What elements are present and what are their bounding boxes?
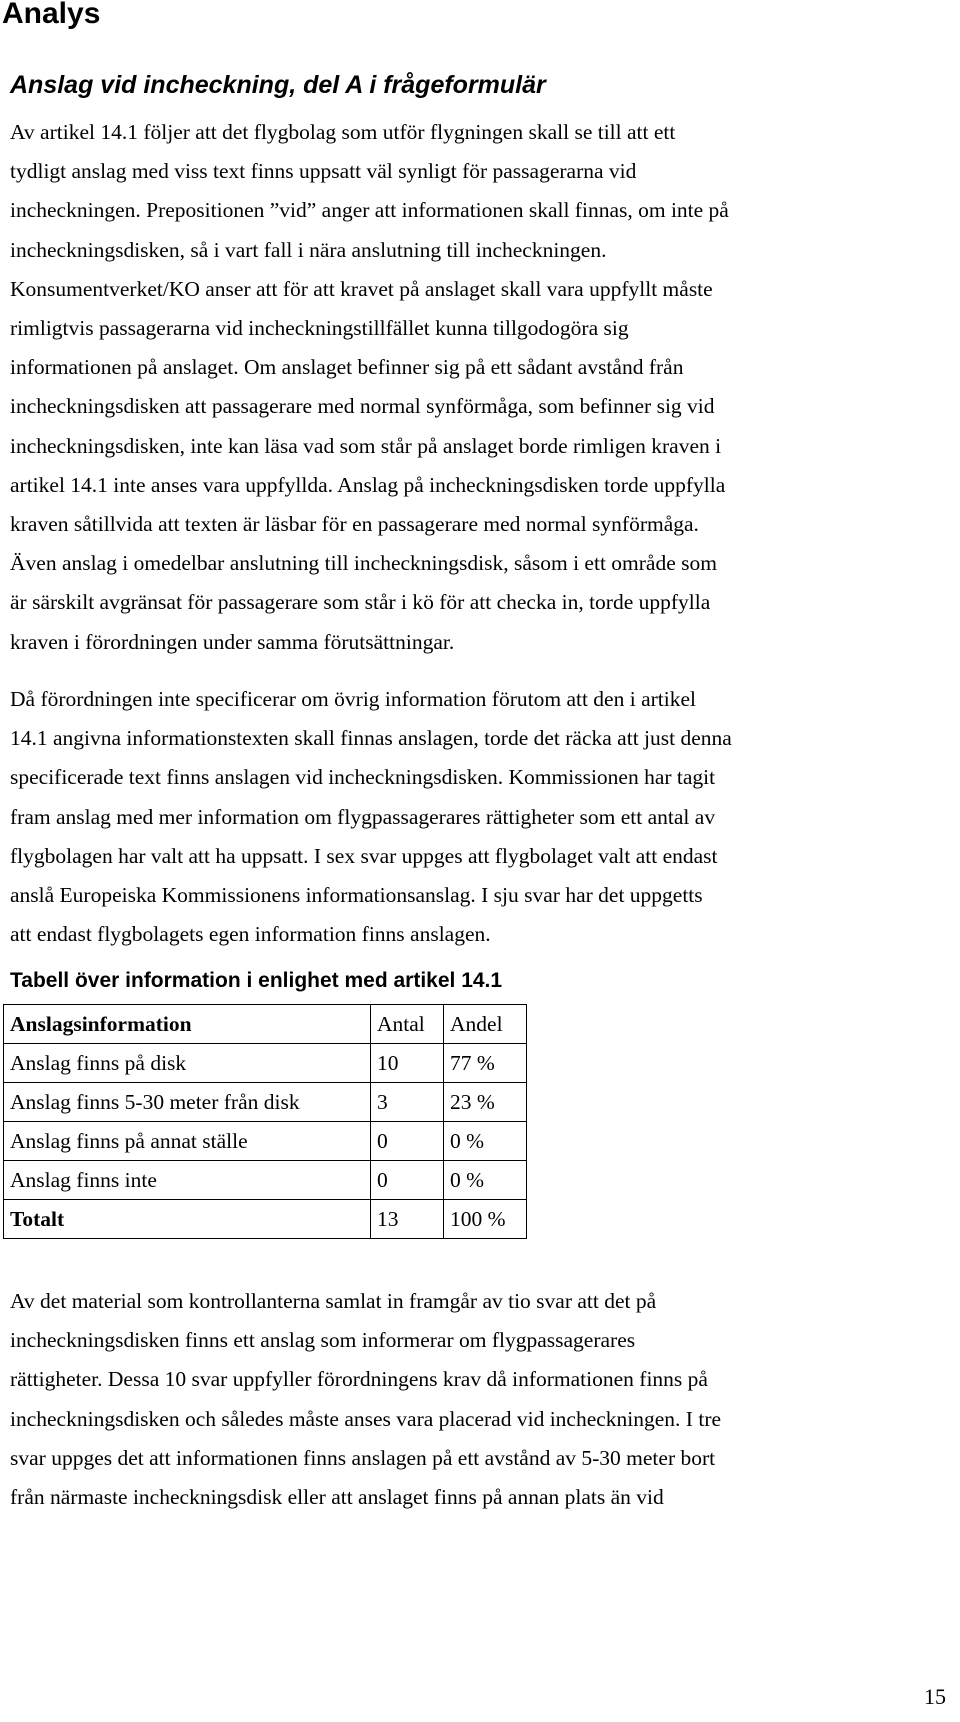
text-line: att endast flygbolagets egen information finns anslagen. [10,922,491,947]
text-line: kraven såtillvida att texten är läsbar för en passagerare med normal synförmåga. [10,512,699,537]
row-share: 0 % [444,1122,527,1161]
row-label: Anslag finns 5-30 meter från disk [4,1083,371,1122]
row-label: Anslag finns på annat ställe [4,1122,371,1161]
table-row [4,1083,527,1122]
text-line: är särskilt avgränsat för passagerare som står i kö för att checka in, torde uppfylla [10,590,711,615]
text-line: specificerade text finns anslagen vid incheckningsdisken. Kommissionen har tagit [10,765,716,790]
row-share: 77 % [444,1044,527,1083]
text-line: rimligtvis passagerarna vid incheckningstillfället kunna tillgodogöra sig [10,316,629,341]
row-count: 0 [371,1161,444,1200]
text-line: tydligt anslag med viss text finns uppsatt väl synligt för passagerarna vid [10,159,637,184]
text-line: incheckningsdisken, inte kan läsa vad som står på anslaget borde rimligen kraven i [10,433,722,458]
row-count: 0 [371,1122,444,1161]
total-count: 13 [371,1200,444,1239]
text-line: incheckningsdisken, så i vart fall i nära anslutning till incheckningen. [10,237,607,262]
section-heading: Analys [2,0,101,30]
text-line: informationen på anslaget. Om anslaget befinner sig på ett sådant avstånd från [10,355,684,380]
text-line: incheckningsdisken finns ett anslag som informerar om flygpassagerares [10,1328,636,1353]
row-share: 0 % [444,1161,527,1200]
paragraph-3 [10,1282,950,1517]
text-line: incheckningen. Prepositionen ”vid” anger att informationen skall finnas, om inte på [10,198,729,223]
table-row [4,1161,527,1200]
total-label: Totalt [4,1200,371,1239]
row-label: Anslag finns inte [4,1161,371,1200]
text-line: incheckningsdisken och således måste anses vara placerad vid incheckningen. I tre [10,1406,722,1431]
table-row [4,1044,527,1083]
row-label: Anslag finns på disk [4,1044,371,1083]
column-header-share: Andel [444,1005,527,1044]
row-count: 3 [371,1083,444,1122]
column-header-count: Antal [371,1005,444,1044]
text-line: Konsumentverket/KO anser att för att kravet på anslaget skall vara uppfyllt måste [10,276,713,301]
paragraph-1 [10,113,950,662]
subsection-heading: Anslag vid incheckning, del A i frågeformulär [10,71,546,99]
table-total-row [4,1200,527,1239]
text-line: Även anslag i omedelbar anslutning till incheckningsdisk, såsom i ett område som [10,551,717,576]
text-line: kraven i förordningen under samma förutsättningar. [10,629,455,654]
row-count: 10 [371,1044,444,1083]
text-line: rättigheter. Dessa 10 svar uppfyller förordningens krav då informationen finns på [10,1367,708,1392]
table-caption: Tabell över information i enlighet med artikel 14.1 [10,969,503,992]
text-line: 14.1 angivna informationstexten skall finnas anslagen, torde det räcka att just denna [10,726,732,751]
information-table [3,1004,527,1239]
text-line: Då förordningen inte specificerar om övrig information förutom att den i artikel [10,687,696,711]
text-line: anslå Europeiska Kommissionens informationsanslag. I sju svar har det uppgetts [10,883,703,908]
paragraph-2 [10,680,950,954]
row-share: 23 % [444,1083,527,1122]
table-row [4,1122,527,1161]
text-line: fram anslag med mer information om flygpassagerares rättigheter som ett antal av [10,804,716,829]
text-line: svar uppges det att informationen finns anslagen på ett avstånd av 5-30 meter bort [10,1445,716,1470]
text-line: incheckningsdisken att passagerare med normal synförmåga, som befinner sig vid [10,394,715,419]
text-line: Av det material som kontrollanterna samlat in framgår av tio svar att det på [10,1289,657,1313]
column-header-info: Anslagsinformation [4,1005,371,1044]
table-header-row [4,1005,527,1044]
text-line: flygbolagen har valt att ha uppsatt. I sex svar uppges att flygbolaget valt att endast [10,843,718,868]
text-line: Av artikel 14.1 följer att det flygbolag som utför flygningen skall se till att ett [10,120,676,144]
page-number: 15 [924,1684,946,1709]
text-line: artikel 14.1 inte anses vara uppfyllda. Anslag på incheckningsdisken torde uppfylla [10,472,726,497]
total-share: 100 % [444,1200,527,1239]
text-line: från närmaste incheckningsdisk eller att anslaget finns på annan plats än vid [10,1485,664,1510]
